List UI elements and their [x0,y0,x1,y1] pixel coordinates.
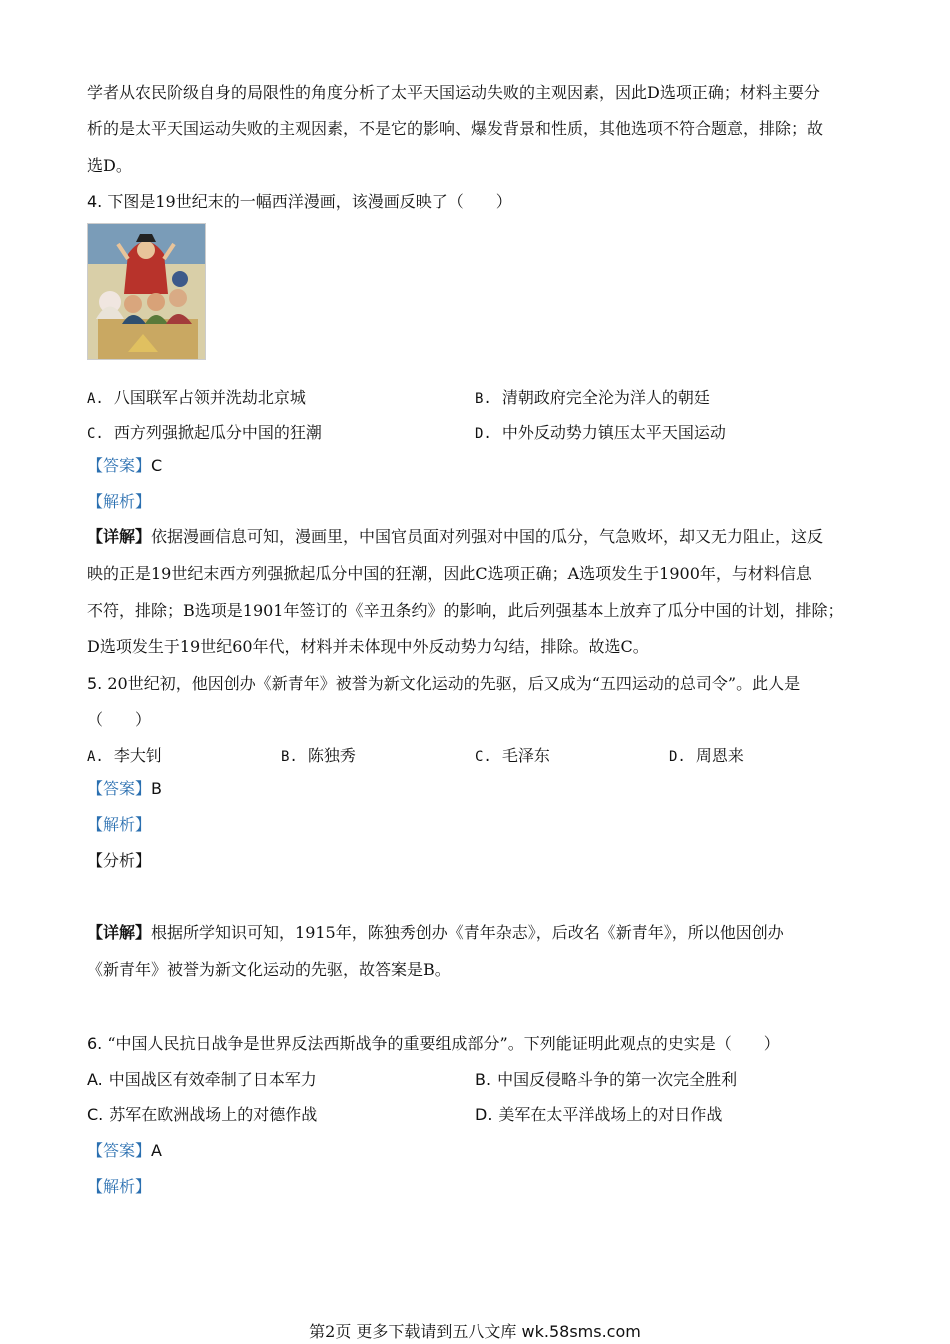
detail-line-2: 《新青年》被誉为新文化运动的先驱，故答案是B。 [87,960,451,979]
option-c[interactable]: C. 西方列强掀起瓜分中国的狂潮 [87,423,322,442]
detail-tag: 【详解】 [87,527,152,546]
detail-line-1: 【详解】依据漫画信息可知，漫画里，中国官员面对列强对中国的瓜分，气急败坏，却又无力阻止，这反 [87,527,824,546]
intro-line-2: 析的是太平天国运动失败的主观因素，不是它的影响、爆发背景和性质，其他选项不符合题意，排除；故 [87,119,824,138]
option-d[interactable]: D. 周恩来 [669,746,744,765]
question-text: “中国人民抗日战争是世界反法西斯战争的重要组成部分”。下列能证明此观点的史实是（ ） [107,1034,780,1053]
question-6-stem [87,1033,780,1055]
answer-line [87,1140,162,1162]
detail-line-1: 【详解】根据所学知识可知，1915年，陈独秀创办《青年杂志》，后改名《新青年》，所以他因创办 [87,923,784,942]
fenxi-tag: 【分析】 [87,851,152,870]
option-b[interactable]: B. 清朝政府完全沦为洋人的朝廷 [475,388,710,407]
answer-line [87,455,162,477]
question-number: 4. [87,192,103,211]
question-text: 20世纪初，他因创办《新青年》被誉为新文化运动的先驱，后又成为“五四运动的总司令”。此人是 [107,674,801,693]
answer-value: C [151,456,163,475]
answer-line [87,778,162,800]
intro-line-1: 学者从农民阶级自身的局限性的角度分析了太平天国运动失败的主观因素，因此D选项正确；材料主要分 [87,83,820,102]
detail-line-3: 不符，排除；B选项是1901年签订的《辛丑条约》的影响，此后列强基本上放弃了瓜分中国的计划，排除； [87,601,844,620]
question-text: 下图是19世纪末的一幅西洋漫画，该漫画反映了（ ） [107,192,512,211]
detail-line-2: 映的正是19世纪末西方列强掀起瓜分中国的狂潮，因此C选项正确；A选项发生于1900年，与材料信息 [87,564,812,583]
question-5-stem-2: （ ） [87,710,152,729]
footer-link[interactable]: wk.58sms.com [521,1322,641,1341]
analysis-tag: 【解析】 [87,815,152,834]
option-a[interactable]: A. 八国联军占领并洗劫北京城 [87,388,306,407]
option-c[interactable]: C. 苏军在欧洲战场上的对德作战 [87,1105,318,1124]
answer-value: B [151,779,162,798]
analysis-tag: 【解析】 [87,1177,152,1196]
intro-line-3: 选D。 [87,156,132,175]
option-b[interactable]: B. 中国反侵略斗争的第一次完全胜利 [475,1070,738,1089]
detail-tag: 【详解】 [87,923,152,942]
answer-tag: 【答案】 [87,456,152,475]
analysis-tag: 【解析】 [87,492,152,511]
cartoon-image [87,223,206,360]
option-a[interactable]: A. 中国战区有效牵制了日本军力 [87,1070,317,1089]
option-d[interactable]: D. 中外反动势力镇压太平天国运动 [475,423,726,442]
question-number: 6. [87,1034,103,1053]
question-5-stem [87,673,800,695]
answer-value: A [151,1141,162,1160]
option-a[interactable]: A. 李大钊 [87,746,162,765]
detail-line-4: D选项发生于19世纪60年代，材料并未体现中外反动势力勾结，排除。故选C。 [87,637,649,656]
page-footer [0,1322,950,1342]
option-c[interactable]: C. 毛泽东 [475,746,550,765]
option-d[interactable]: D. 美军在太平洋战场上的对日作战 [475,1105,723,1124]
question-number: 5. [87,674,103,693]
question-4-stem [87,191,512,213]
answer-tag: 【答案】 [87,779,152,798]
option-b[interactable]: B. 陈独秀 [281,746,356,765]
footer-text: 第2页 更多下载请到五八文库 [309,1322,517,1341]
answer-tag: 【答案】 [87,1141,152,1160]
